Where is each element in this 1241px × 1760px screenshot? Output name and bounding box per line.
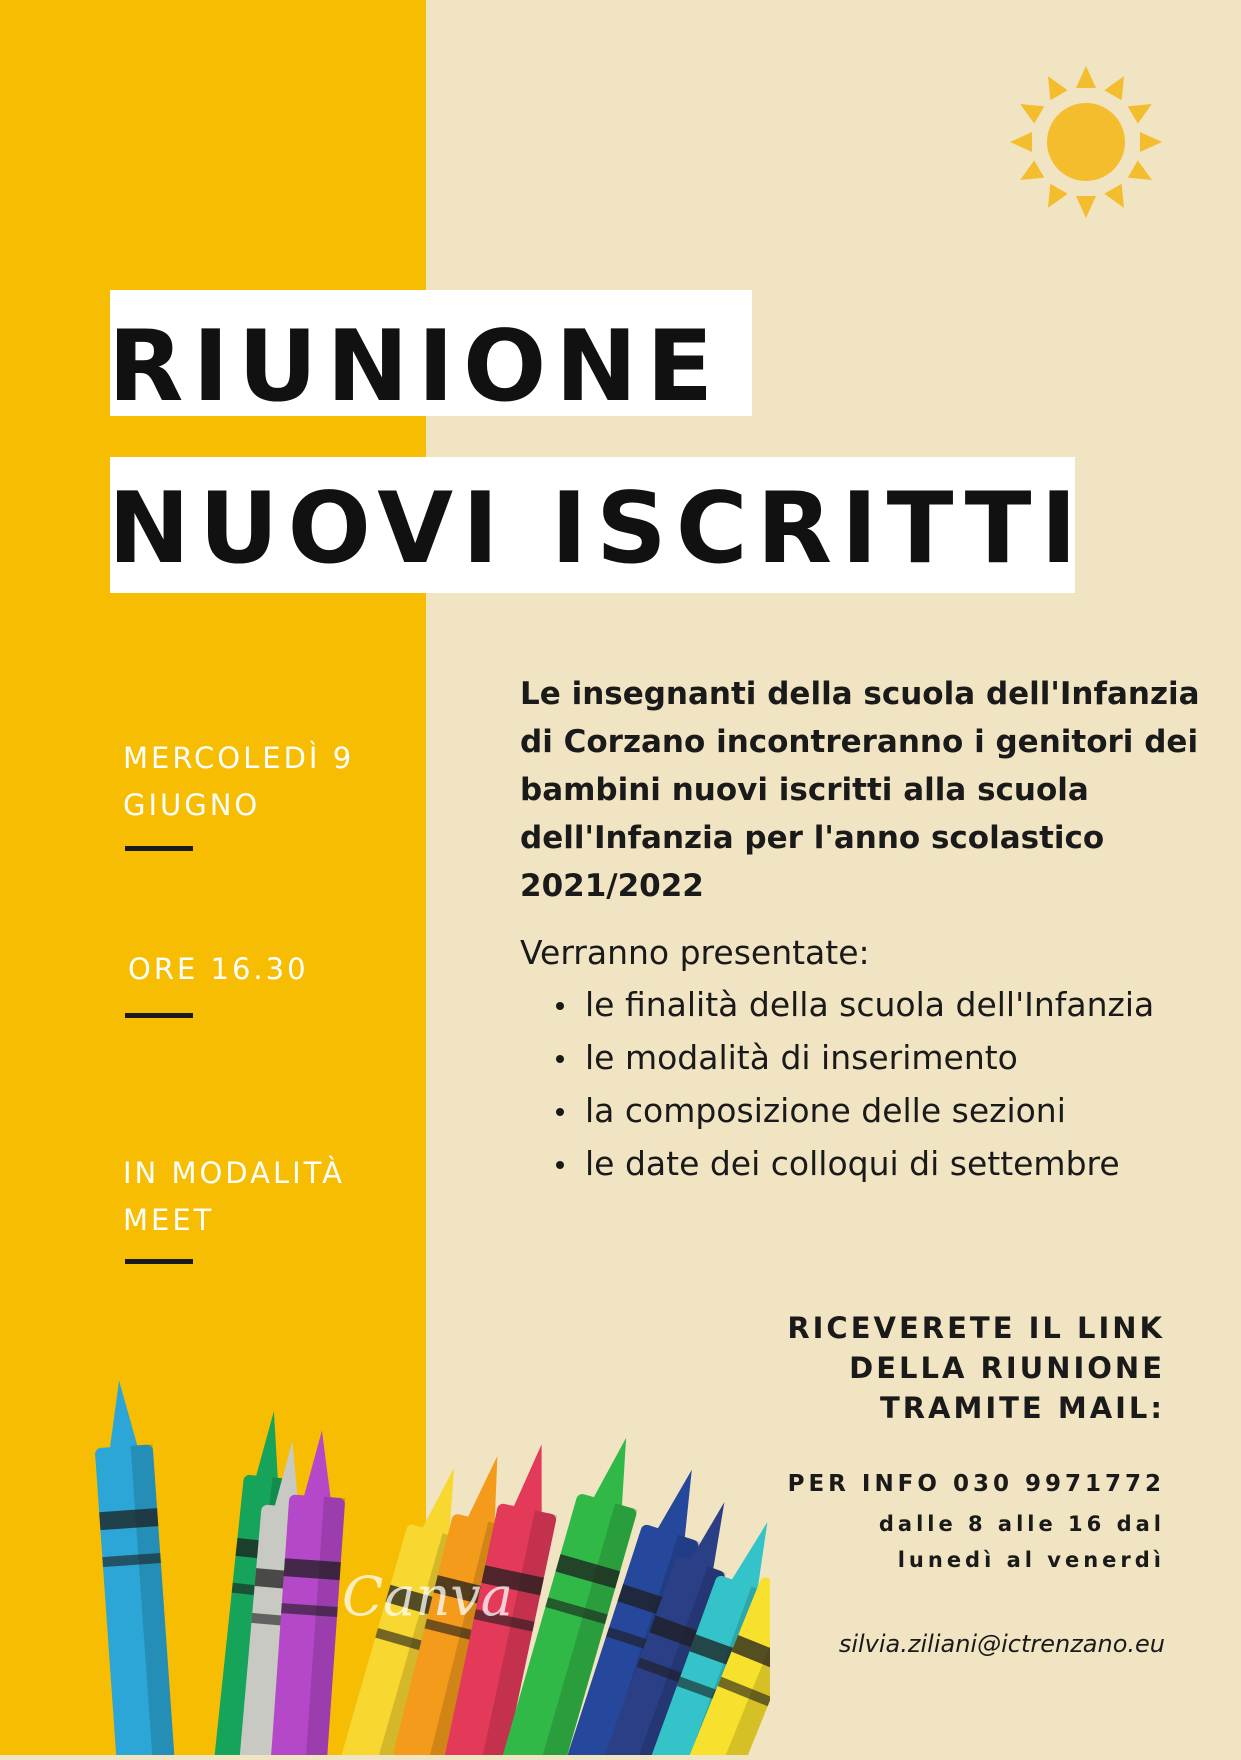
info-phone: PER INFO 030 9971772: [787, 1471, 1165, 1497]
mode-line-1: IN MODALITÀ: [123, 1156, 345, 1190]
sun-ray: [1140, 132, 1162, 152]
crayon: [90, 1378, 180, 1755]
time-divider: [125, 1013, 193, 1018]
list-item: la composizione delle sezioni: [520, 1084, 1205, 1137]
sun-ray: [1048, 184, 1068, 208]
watermark-text: Canva: [342, 1565, 513, 1628]
date-line-1: MERCOLEDÌ 9: [123, 741, 355, 775]
list-item: le modalità di inserimento: [520, 1031, 1205, 1084]
sun-ray: [1104, 184, 1124, 208]
mode-label: [123, 1150, 345, 1244]
sun-ray: [1010, 132, 1032, 152]
crayons-image: [70, 1360, 770, 1760]
list-item: le date dei colloqui di settembre: [520, 1137, 1205, 1190]
time-label: ORE 16.30: [128, 952, 309, 986]
sun-ray: [1020, 104, 1044, 124]
mode-line-2: MEET: [123, 1203, 215, 1237]
sun-ray: [1020, 160, 1044, 180]
link-notice: RICEVERETE IL LINK DELLA RIUNIONE TRAMITE MAIL:: [787, 1311, 1165, 1425]
sun-ray: [1104, 76, 1124, 100]
sun-ray: [1076, 196, 1096, 218]
sun-ray: [1076, 66, 1096, 88]
list-heading: Verranno presentate:: [520, 933, 870, 972]
contact-email[interactable]: silvia.ziliani@ictrenzano.eu: [838, 1630, 1165, 1658]
intro-paragraph: Le insegnanti della scuola dell'Infanzia di Corzano incontreranno i genitori dei bambini nuovi iscritti alla scuola dell'Infanzia per l'anno scolastico 2021/2022: [520, 676, 1200, 904]
mode-divider: [125, 1259, 193, 1264]
date-divider: [125, 846, 193, 851]
list-item: le finalità della scuola dell'Infanzia: [520, 978, 1205, 1031]
sun-ray: [1128, 160, 1152, 180]
sun-ray: [1128, 104, 1152, 124]
sun-ray: [1048, 76, 1068, 100]
topics-list: [520, 978, 1205, 1190]
sun-icon: [1006, 62, 1166, 227]
info-hours: dalle 8 alle 16 dal lunedì al venerdì: [878, 1512, 1165, 1572]
title-line-2: NUOVI ISCRITTI: [108, 472, 1086, 586]
title-line-1: RIUNIONE: [108, 310, 723, 424]
date-line-2: GIUGNO: [123, 788, 261, 822]
date-label: [123, 735, 354, 829]
